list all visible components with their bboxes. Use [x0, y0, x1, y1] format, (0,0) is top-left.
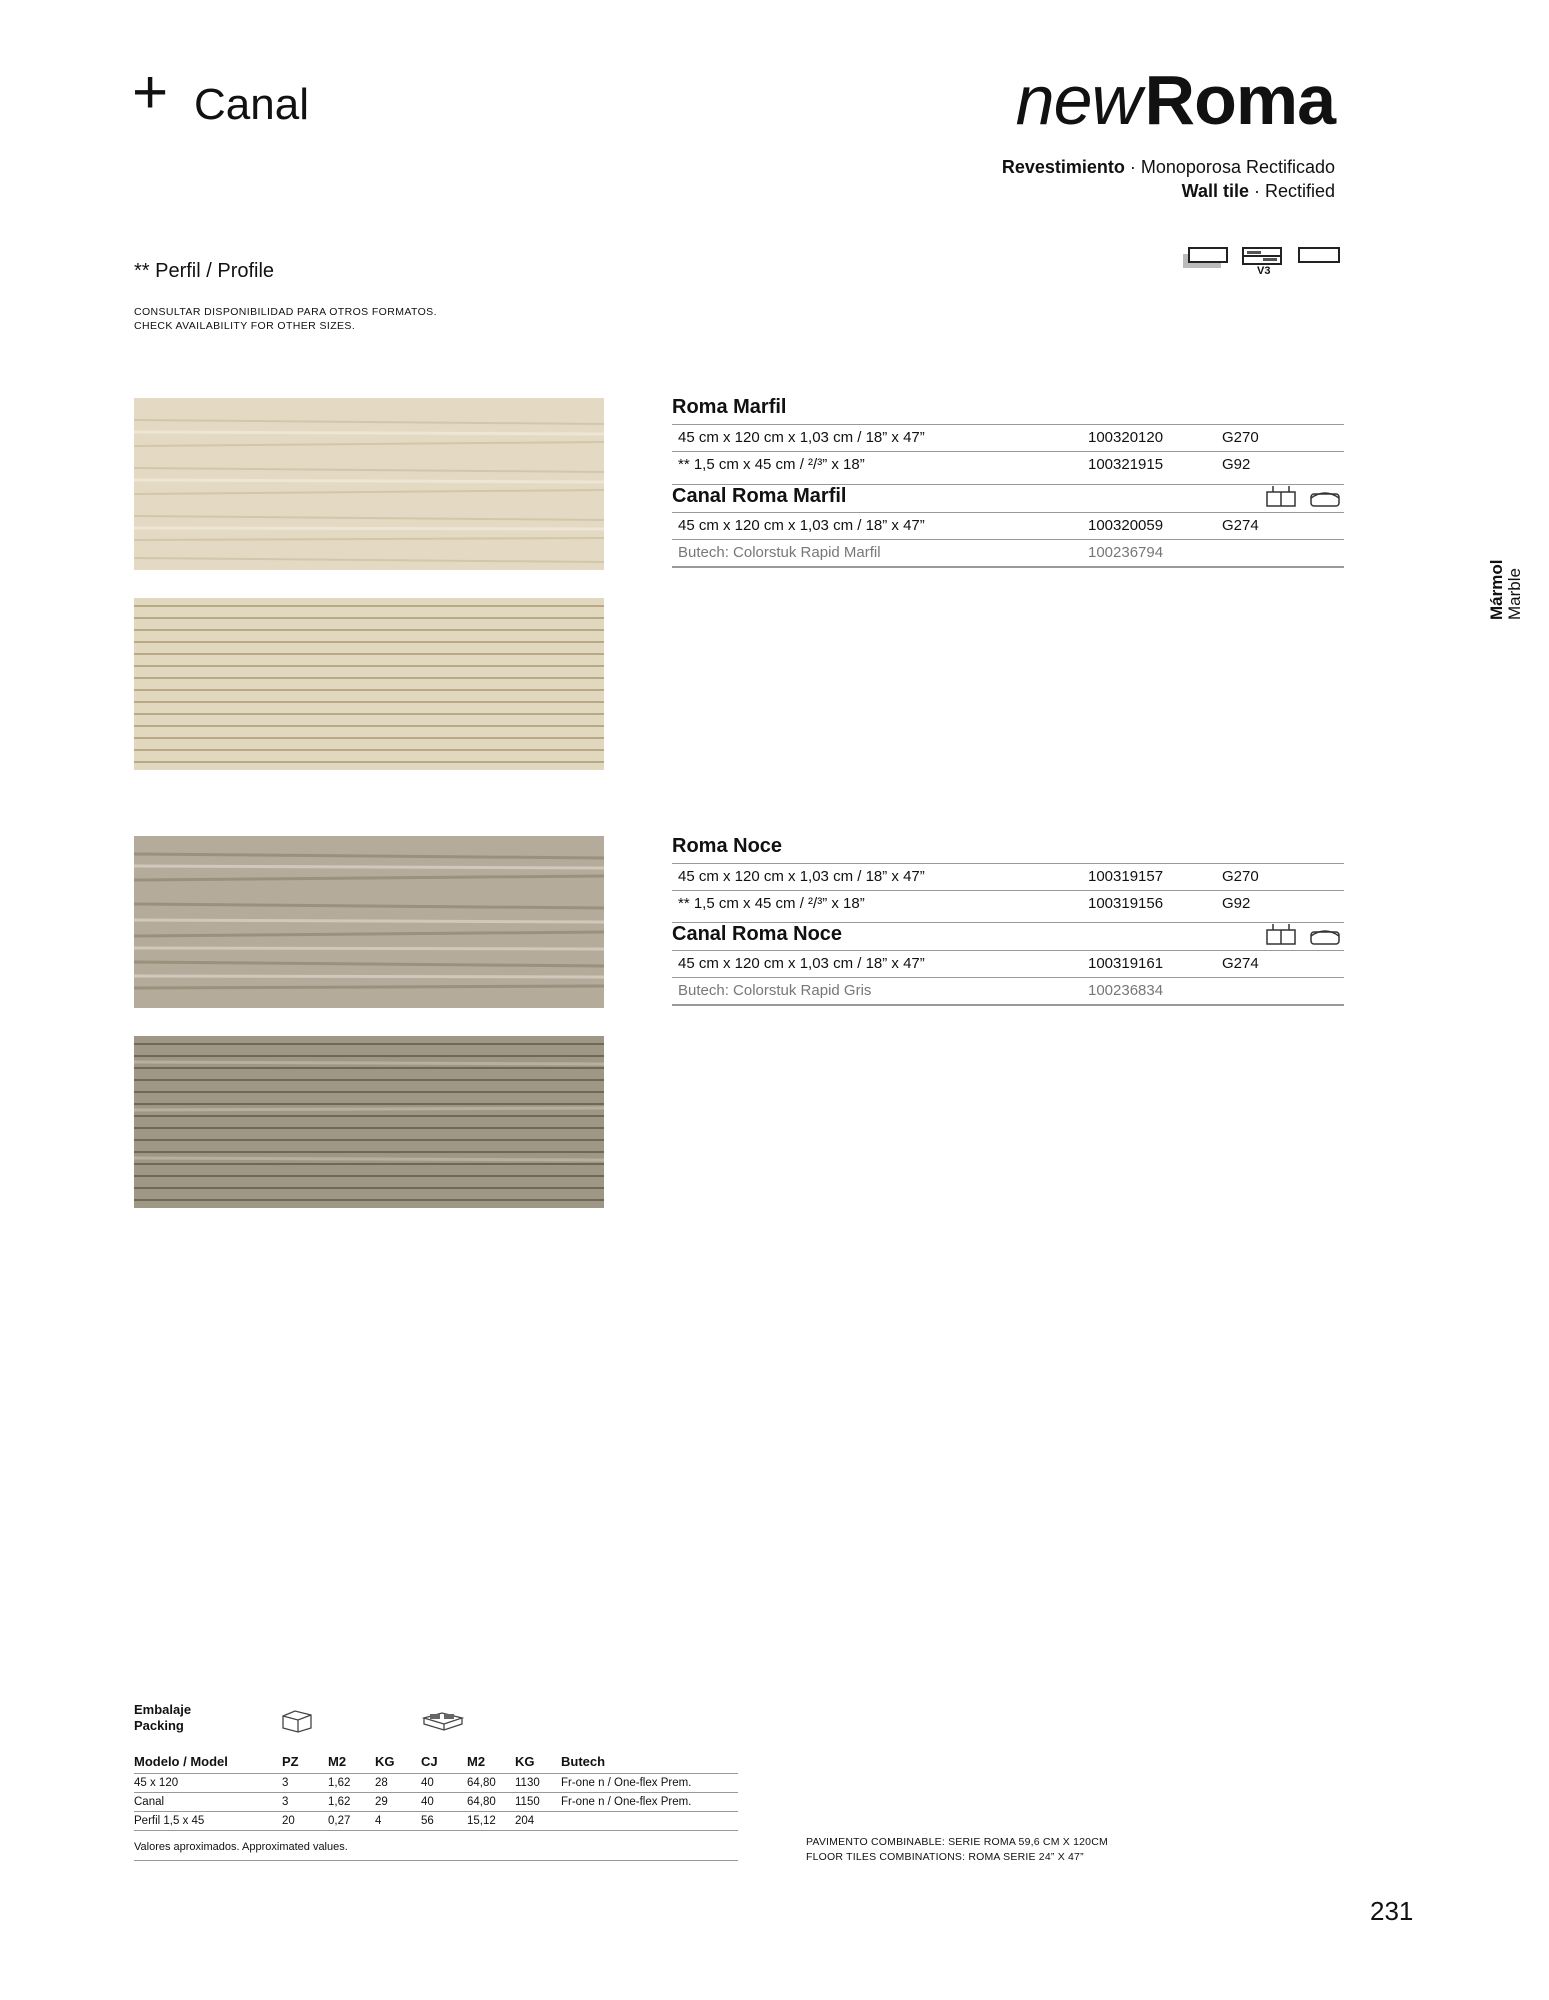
floor-combination-es: PAVIMENTO COMBINABLE: SERIE ROMA 59,6 CM X 120CM: [806, 1836, 1108, 1848]
availability-note-en: CHECK AVAILABILITY FOR OTHER SIZES.: [134, 320, 356, 332]
group-cell: G92: [1222, 895, 1251, 912]
product-title: Roma Marfil: [672, 396, 787, 418]
cell: Perfil 1,5 x 45: [134, 1812, 282, 1831]
cell: Fr-one n / One-flex Prem.: [561, 1793, 738, 1812]
code-cell: 100319161: [1088, 955, 1164, 972]
grout-cell: Butech: Colorstuk Rapid Marfil: [678, 544, 881, 561]
packing-title-es: Embalaje: [134, 1702, 192, 1717]
col-header: KG: [515, 1752, 561, 1774]
spec-detail-es: · Monoporosa Rectificado: [1124, 157, 1335, 177]
table-row: [672, 512, 1344, 539]
spec-type-en: Wall tile: [1181, 181, 1249, 201]
format-icons: [1183, 246, 1342, 282]
brand-name: Roma: [1144, 61, 1335, 139]
tile-photo-canal-roma-noce: [134, 1036, 604, 1208]
col-header: PZ: [282, 1752, 328, 1774]
cell: 28: [375, 1774, 421, 1793]
spec-type-es: Revestimiento: [1001, 157, 1125, 177]
brand-prefix: new: [1015, 61, 1142, 139]
category-side-label: [1488, 560, 1524, 620]
table-row: [134, 1774, 738, 1793]
cell: 40: [421, 1793, 467, 1812]
size-cell: 45 cm x 120 cm x 1,03 cm / 18” x 47”: [678, 868, 925, 885]
spec-detail-en: · Rectified: [1248, 181, 1335, 201]
cell: 1,62: [328, 1793, 375, 1812]
table-row: [672, 424, 1344, 451]
canal-usage-icons: [1264, 484, 1344, 510]
marble-texture: [134, 836, 604, 1008]
table-rule: [672, 566, 1344, 568]
cell: 204: [515, 1812, 561, 1831]
cell: 45 x 120: [134, 1774, 282, 1793]
canal-product-title: Canal Roma Marfil: [672, 484, 1344, 508]
code-cell: 100236834: [1088, 982, 1164, 999]
cell: 3: [282, 1774, 328, 1793]
table-row: [134, 1793, 738, 1812]
cell: Fr-one n / One-flex Prem.: [561, 1774, 738, 1793]
code-cell: 100320059: [1088, 517, 1164, 534]
col-header: M2: [467, 1752, 515, 1774]
table-row: [672, 950, 1344, 977]
packing-title: [134, 1702, 191, 1734]
table-row: [134, 1812, 738, 1831]
category-en: Marble: [1505, 568, 1524, 620]
packing-table: [134, 1752, 738, 1831]
table-row: [672, 890, 1344, 917]
size-cell: 45 cm x 120 cm x 1,03 cm / 18” x 47”: [678, 955, 925, 972]
format-label: V3: [1257, 265, 1271, 277]
size-cell: 45 cm x 120 cm x 1,03 cm / 18” x 47”: [678, 429, 925, 446]
floor-combination-en: FLOOR TILES COMBINATIONS: ROMA SERIE 24” X 47”: [806, 1851, 1084, 1863]
grout-cell: Butech: Colorstuk Rapid Gris: [678, 982, 872, 999]
code-cell: 100320120: [1088, 429, 1164, 446]
code-cell: 100319157: [1088, 868, 1164, 885]
page-number: 231: [1370, 1896, 1414, 1926]
category-es: Mármol: [1487, 559, 1506, 620]
table-row: [672, 539, 1344, 566]
canal-usage-icons: [1264, 922, 1344, 948]
group-cell: G274: [1222, 517, 1259, 534]
cell: 1130: [515, 1774, 561, 1793]
marble-texture: [134, 398, 604, 570]
group-cell: G270: [1222, 868, 1259, 885]
cell: 1,62: [328, 1774, 375, 1793]
wall-install-icon: [1264, 922, 1344, 948]
group-cell: G274: [1222, 955, 1259, 972]
tile-photo-roma-noce: [134, 836, 604, 1008]
tile-photo-roma-marfil: [134, 398, 604, 570]
table-row: [672, 977, 1344, 1004]
spec-line-es: [1002, 157, 1335, 178]
product-title: Roma Noce: [672, 835, 783, 857]
canal-texture: [134, 598, 604, 770]
cell: 4: [375, 1812, 421, 1831]
wall-install-icon: [1264, 484, 1344, 510]
cell: 29: [375, 1793, 421, 1812]
code-cell: 100236794: [1088, 544, 1164, 561]
code-cell: 100321915: [1088, 456, 1164, 473]
cell: [561, 1812, 738, 1831]
approximate-values-note: Valores aproximados. Approximated values.: [134, 1841, 348, 1853]
cell: 64,80: [467, 1774, 515, 1793]
col-header: CJ: [421, 1752, 467, 1774]
cell: Canal: [134, 1793, 282, 1812]
col-header: Butech: [561, 1752, 738, 1774]
packing-title-en: Packing: [134, 1718, 184, 1733]
box-icon: [280, 1708, 314, 1739]
cell: 1150: [515, 1793, 561, 1812]
availability-note-es: CONSULTAR DISPONIBILIDAD PARA OTROS FORMATOS.: [134, 306, 437, 318]
cell: 40: [421, 1774, 467, 1793]
cell: 3: [282, 1793, 328, 1812]
brand-title: [1016, 60, 1335, 160]
plus-icon: +: [132, 58, 169, 127]
packing-header-row: [134, 1752, 738, 1774]
spec-line-en: [1182, 181, 1335, 202]
table-rule: [134, 1860, 738, 1861]
canal-texture: [134, 1036, 604, 1208]
group-cell: G270: [1222, 429, 1259, 446]
cell: 0,27: [328, 1812, 375, 1831]
canal-product-title: Canal Roma Noce: [672, 922, 1344, 946]
table-rule: [672, 1004, 1344, 1006]
col-header: KG: [375, 1752, 421, 1774]
cell: 20: [282, 1812, 328, 1831]
col-header: Modelo / Model: [134, 1752, 282, 1774]
table-row: [672, 863, 1344, 890]
size-cell: 45 cm x 120 cm x 1,03 cm / 18” x 47”: [678, 517, 925, 534]
size-cell: ** 1,5 cm x 45 cm / ²/³” x 18”: [678, 895, 865, 912]
code-cell: 100319156: [1088, 895, 1164, 912]
cell: 15,12: [467, 1812, 515, 1831]
tile-photo-canal-roma-marfil: [134, 598, 604, 770]
pallet-icon: [420, 1708, 466, 1739]
group-cell: G92: [1222, 456, 1251, 473]
cell: 56: [421, 1812, 467, 1831]
size-cell: ** 1,5 cm x 45 cm / ²/³” x 18”: [678, 456, 865, 473]
table-row: [672, 451, 1344, 478]
profile-title: ** Perfil / Profile: [134, 260, 275, 282]
col-header: M2: [328, 1752, 375, 1774]
series-title: Canal: [194, 80, 309, 129]
cell: 64,80: [467, 1793, 515, 1812]
